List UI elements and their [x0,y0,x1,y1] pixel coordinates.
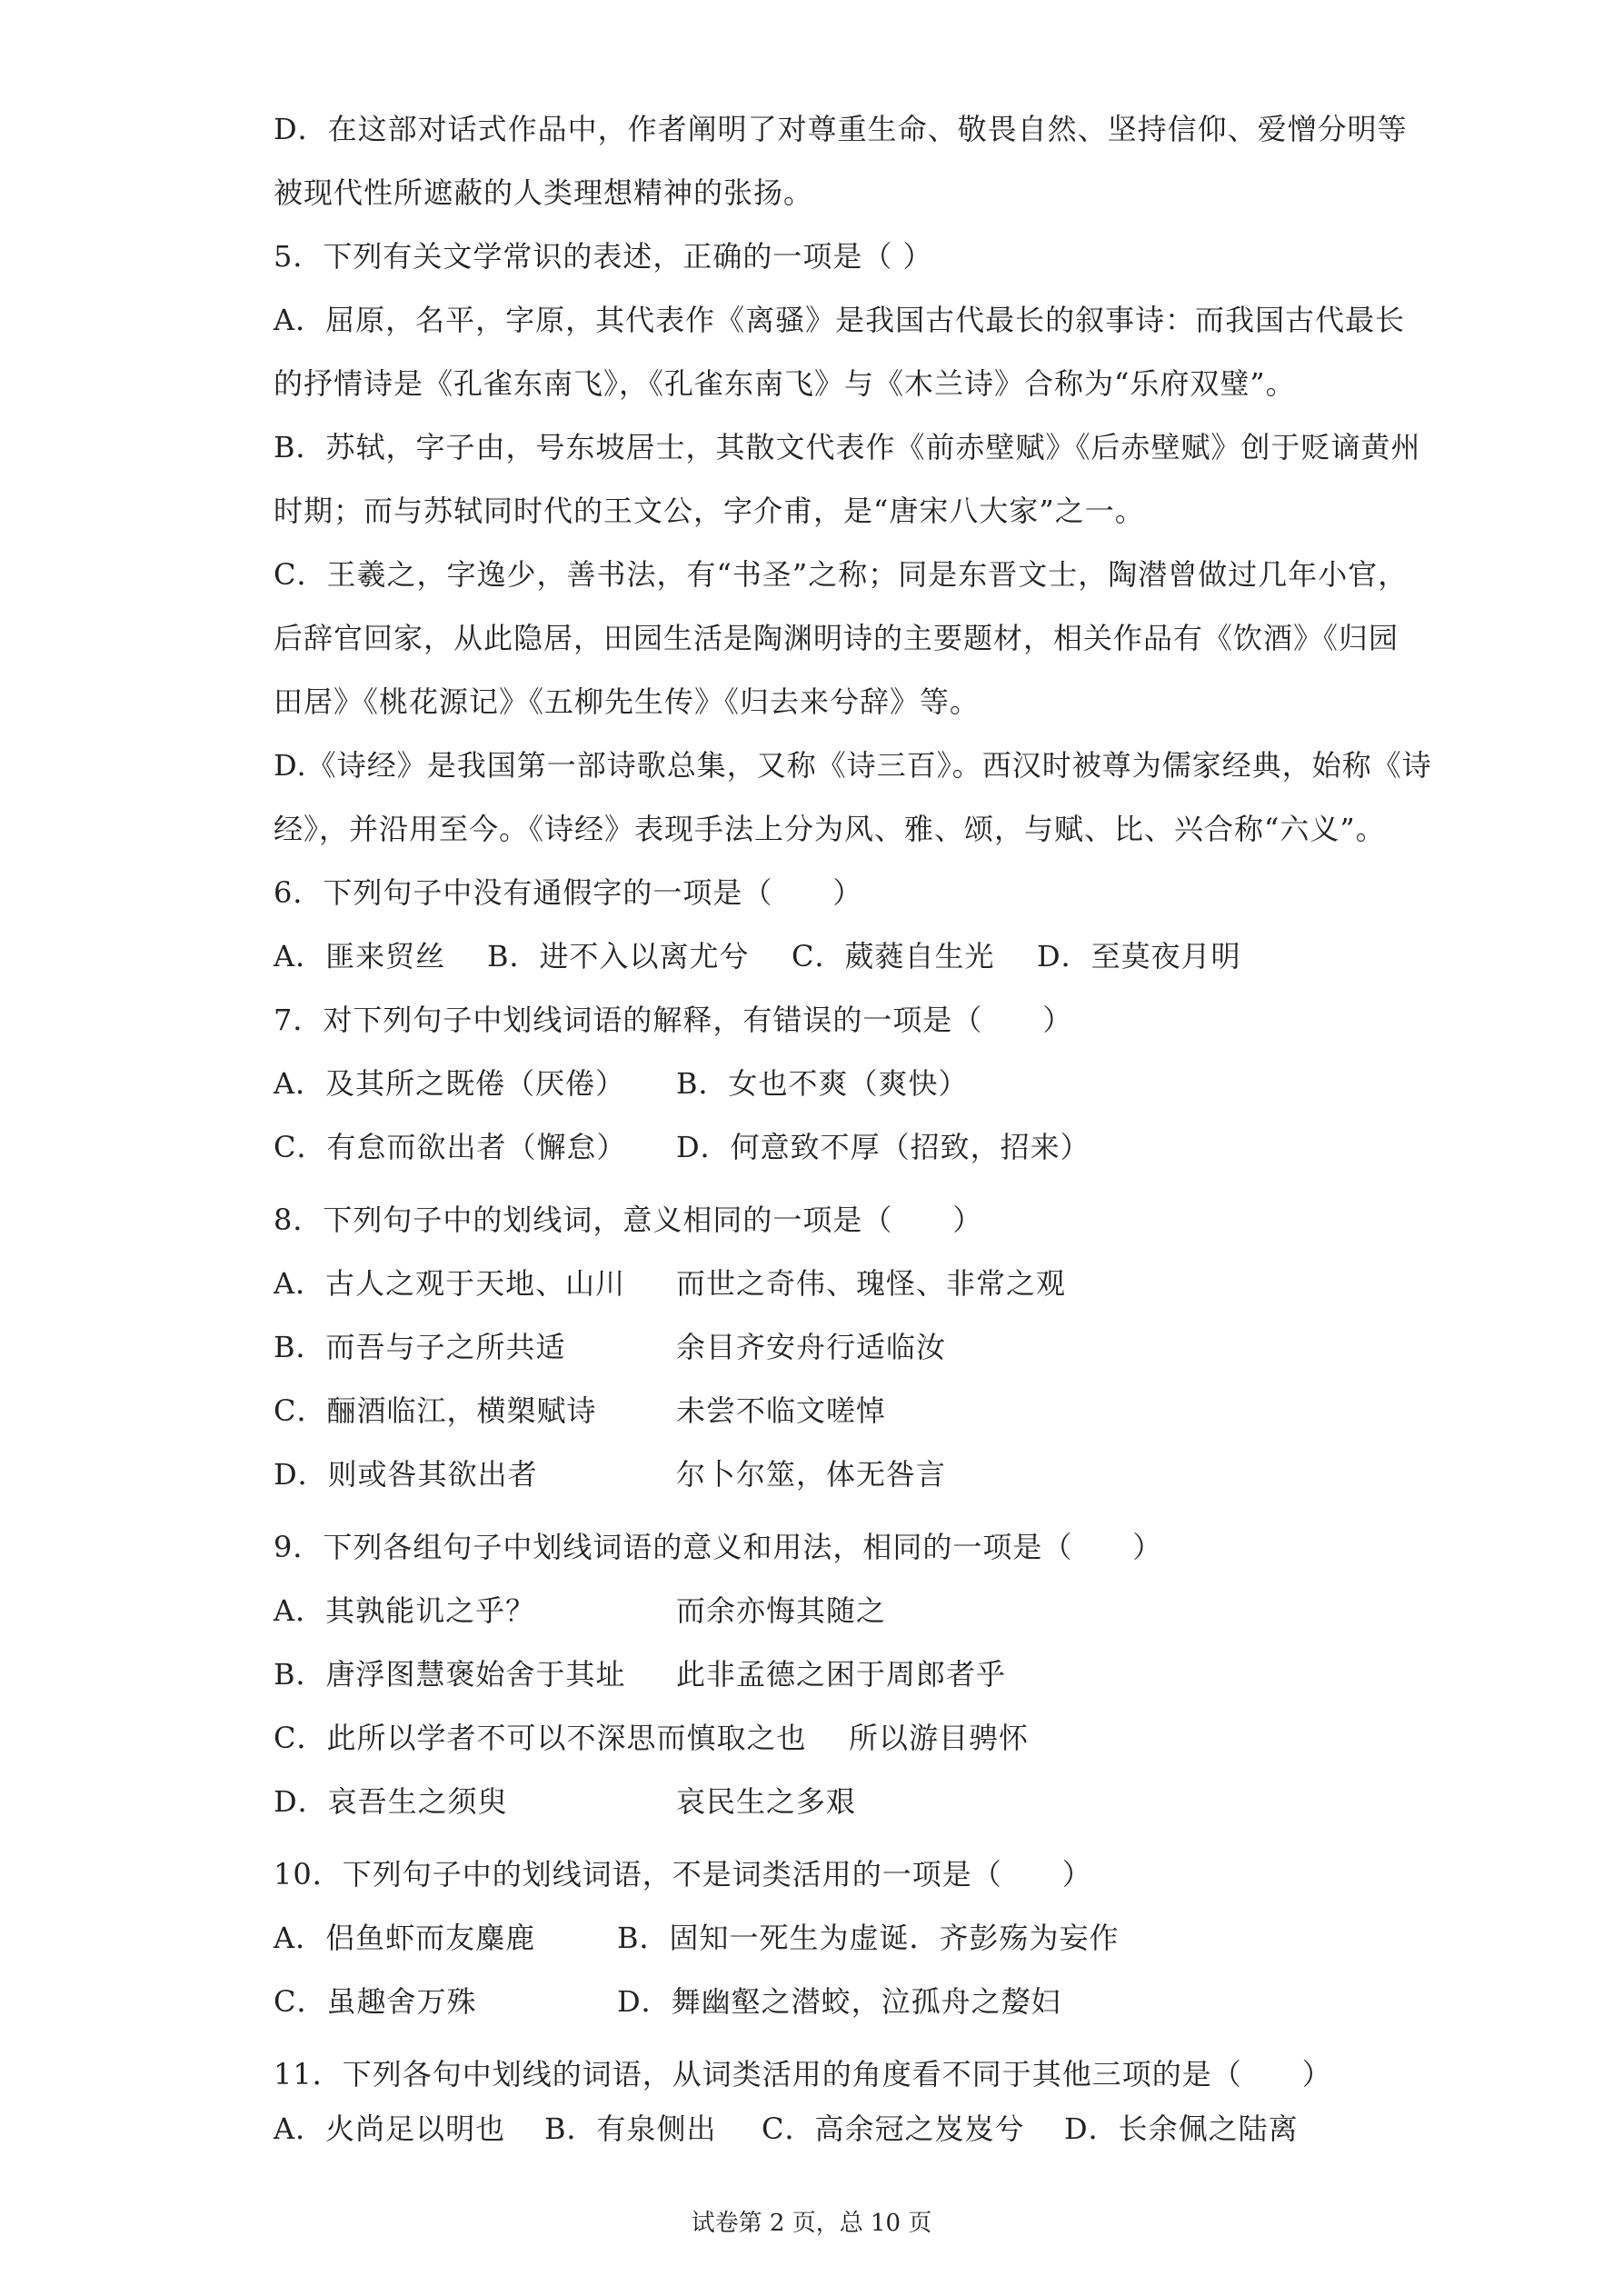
q9-stem: 9．下列各组句子中划线词语的意义和用法，相同的一项是（ ） [274,1530,1163,1564]
page-footer: 试卷第 2 页，总 10 页 [691,2210,932,2237]
q5-stem: 5．下列有关文学常识的表述，正确的一项是（ ） [274,239,933,274]
q9-option-d-right: 哀民生之多艰 [676,1784,857,1819]
q8-option-c-right: 未尝不临文嗟悼 [676,1393,887,1428]
q9-option-b-right: 此非孟德之困于周郎者乎 [676,1657,1007,1692]
q11-option-b: B．有泉侧出 [544,2111,717,2146]
q4-option-d-line2: 被现代性所遮蔽的人类理想精神的张扬。 [274,175,814,210]
q5-option-a-line1: A．屈原，名平，字原，其代表作《离骚》是我国古代最长的叙事诗：而我国古代最长 [274,303,1406,337]
q5-option-c-line3: 田居》《桃花源记》《五柳先生传》《归去来兮辞》等。 [274,684,981,719]
q11-option-c: C．高余冠之岌岌兮 [762,2111,1025,2146]
q5-option-d-line2: 经》，并沿用至今。《诗经》表现手法上分为风、雅、颂，与赋、比、兴合称“六义”。 [274,812,1386,846]
q8-option-d-left: D．则或咎其欲出者 [274,1457,538,1492]
q8-option-b-right: 余目齐安舟行适临汝 [676,1330,947,1364]
q10-option-a: A．侣鱼虾而友麋鹿 [274,1921,536,1955]
q9-option-d-left: D．哀吾生之须臾 [274,1784,508,1819]
q9-option-c-left: C．此所以学者不可以不深思而慎取之也 [274,1721,807,1755]
q7-option-b: B．女也不爽（爽快） [676,1066,969,1101]
q6-option-d: D．至莫夜月明 [1037,939,1241,973]
q10-stem: 10．下列句子中的划线词语，不是词类活用的一项是（ ） [274,1857,1092,1892]
q11-option-d: D．长余佩之陆离 [1064,2111,1299,2146]
q10-option-d: D．舞幽壑之潜蛟，泣孤舟之嫠妇 [617,1984,1061,2019]
q6-option-c: C．葳蕤自生光 [792,939,995,973]
q5-option-b-line1: B．苏轼，字子由，号东坡居士，其散文代表作《前赤壁赋》《后赤壁赋》创于贬谪黄州 [274,430,1421,464]
q7-option-d: D．何意致不厚（招致，招来） [676,1130,1090,1164]
q9-option-a-right: 而余亦悔其随之 [676,1593,887,1628]
q9-option-a-left: A．其孰能讥之乎？ [274,1593,536,1628]
q10-option-b: B．固知一死生为虚诞．齐彭殇为妄作 [617,1921,1120,1955]
q8-option-b-left: B．而吾与子之所共适 [274,1330,566,1364]
q6-option-b: B．进不入以离尤兮 [487,939,750,973]
q5-option-b-line2: 时期；而与苏轼同时代的王文公，字介甫，是“唐宋八大家”之一。 [274,494,1145,528]
q5-option-d-line1: D.《诗经》是我国第一部诗歌总集，又称《诗三百》。西汉时被尊为儒家经典，始称《诗 [274,748,1432,783]
q8-stem: 8．下列句子中的划线词，意义相同的一项是（ ） [274,1203,983,1237]
q8-option-a-right: 而世之奇伟、瑰怪、非常之观 [676,1266,1067,1301]
q6-option-a: A．匪来贸丝 [274,939,446,973]
q7-option-a: A．及其所之既倦（厌倦） [274,1066,626,1101]
q8-option-d-right: 尔卜尔筮，体无咎言 [676,1457,947,1492]
q4-option-d-line1: D．在这部对话式作品中，作者阐明了对尊重生命、敬畏自然、坚持信仰、爱憎分明等 [274,112,1408,146]
q7-option-c: C．有怠而欲出者（懈怠） [274,1130,627,1164]
q8-option-a-left: A．古人之观于天地、山川 [274,1266,626,1301]
q7-stem: 7．对下列句子中划线词语的解释，有错误的一项是（ ） [274,1003,1073,1037]
q9-option-c-right: 所以游目骋怀 [849,1721,1030,1755]
q6-stem: 6．下列句子中没有通假字的一项是（ ） [274,875,863,910]
q11-option-a: A．火尚足以明也 [274,2111,506,2146]
q5-option-a-line2: 的抒情诗是《孔雀东南飞》，《孔雀东南飞》与《木兰诗》合称为“乐府双璧”。 [274,366,1296,401]
q8-option-c-left: C．酾酒临江，横槊赋诗 [274,1393,597,1428]
q9-option-b-left: B．唐浮图慧褒始舍于其址 [274,1657,626,1692]
q11-stem: 11．下列各句中划线的词语，从词类活用的角度看不同于其他三项的是（ ） [274,2057,1332,2091]
q5-option-c-line1: C．王羲之，字逸少，善书法，有“书圣”之称；同是东晋文士，陶潜曾做过几年小官， [274,557,1409,592]
q5-option-c-line2: 后辞官回家，从此隐居，田园生活是陶渊明诗的主要题材，相关作品有《饮酒》《归园 [274,621,1399,655]
q10-option-c: C．虽趣舍万殊 [274,1984,477,2019]
